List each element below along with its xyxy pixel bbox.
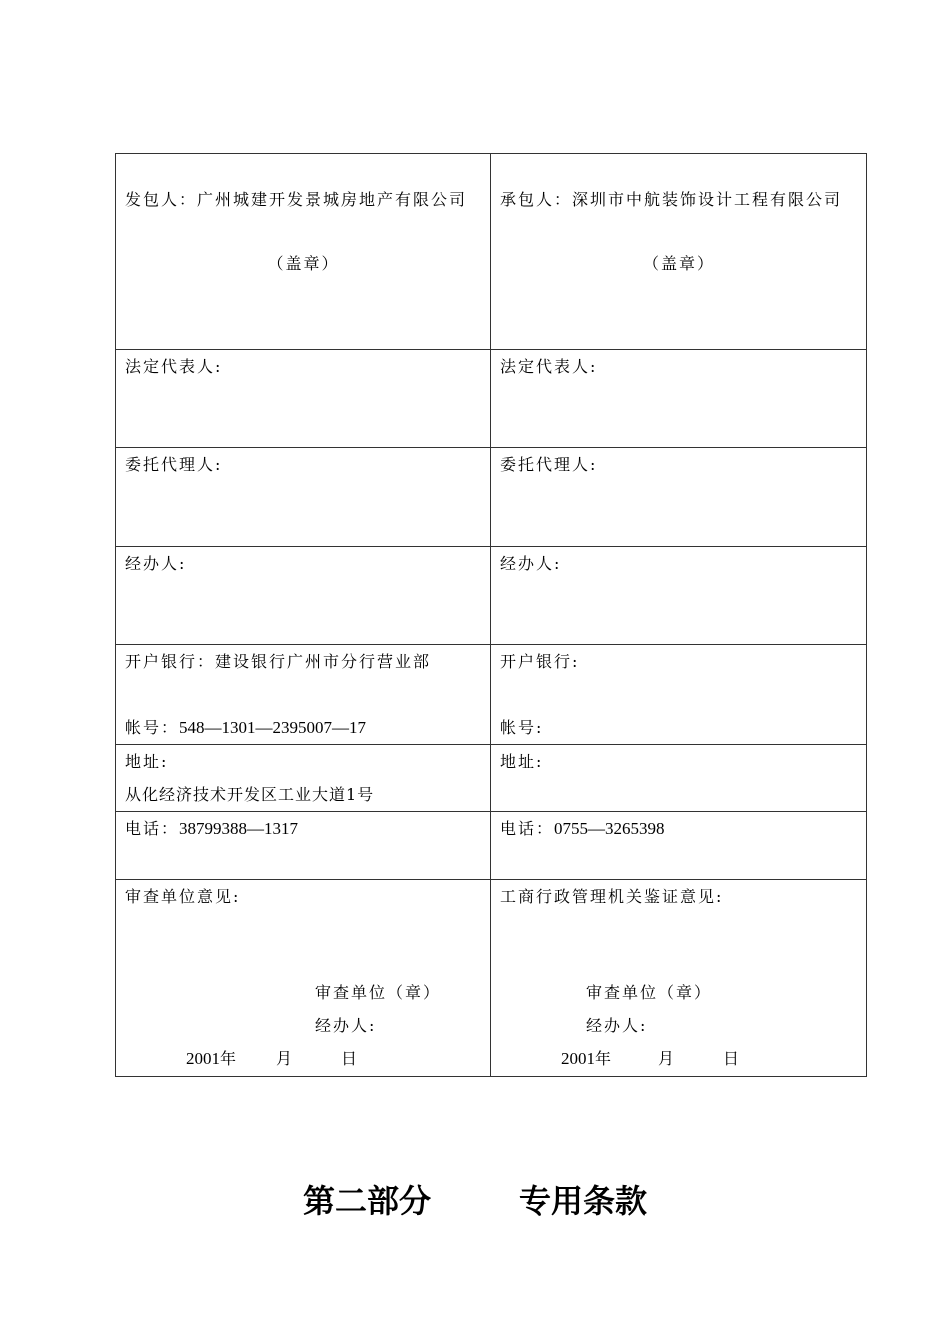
contractor-legal-rep: 法定代表人: (491, 350, 867, 448)
employer-phone: 38799388—1317 (179, 819, 299, 838)
address-row (116, 745, 867, 812)
contractor-year: 2001 (561, 1049, 595, 1068)
employer-review-label: 审查单位意见: (125, 887, 241, 906)
contractor-address-cell (491, 745, 867, 812)
contractor-review-date (561, 1042, 741, 1075)
contractor-month-unit: 月 (658, 1049, 677, 1068)
section-title (0, 1176, 950, 1222)
employer-phone-cell (116, 812, 491, 880)
employer-address-cell (116, 745, 491, 812)
section-title-part: 第二部分 (302, 1182, 431, 1220)
employer-bank-cell (116, 645, 491, 745)
employer-review-seal: 审查单位（章） (315, 983, 442, 1002)
employer-agent: 委托代理人: (116, 448, 491, 547)
contractor-review-label: 工商行政管理机关鉴证意见: (500, 887, 724, 906)
contractor-seal: （盖章） (642, 254, 715, 273)
review-row (116, 880, 867, 1077)
bank-row (116, 645, 867, 745)
employer-party: 发包人：广州城建开发景城房地产有限公司 (125, 190, 468, 209)
contractor-account-label: 帐号: (500, 718, 544, 737)
contractor-address-label: 地址: (500, 752, 544, 771)
employer-account-no: 548—1301—2395007—17 (179, 718, 367, 737)
contractor-handler: 经办人: (491, 547, 867, 645)
employer-bank-label: 开户银行： (125, 652, 216, 671)
employer-address-label: 地址: (125, 752, 169, 771)
employer-year-unit: 年 (220, 1049, 239, 1068)
party-row (116, 154, 867, 350)
handler-row (116, 547, 867, 645)
employer-party-cell (116, 154, 491, 350)
employer-month-unit: 月 (276, 1049, 295, 1068)
employer-account-label: 帐号： (125, 718, 180, 737)
employer-phone-label: 电话： (125, 819, 180, 838)
contractor-review-seal: 审查单位（章） (586, 983, 713, 1002)
contractor-phone: 0755—3265398 (554, 819, 665, 838)
contractor-day-unit: 日 (723, 1049, 742, 1068)
agent-row (116, 448, 867, 547)
employer-handler: 经办人: (116, 547, 491, 645)
employer-legal-rep: 法定代表人: (116, 350, 491, 448)
employer-bank-name: 建设银行广州市分行营业部 (215, 652, 432, 671)
contractor-year-unit: 年 (595, 1049, 614, 1068)
employer-address: 从化经济技术开发区工业大道1号 (125, 785, 375, 804)
employer-bank (125, 645, 482, 678)
employer-seal: （盖章） (267, 254, 340, 273)
contractor-bank-cell (491, 645, 867, 745)
employer-review-cell (116, 880, 491, 1077)
employer-review-date (186, 1042, 359, 1075)
contractor-party-cell (491, 154, 867, 350)
employer-day-unit: 日 (341, 1049, 360, 1068)
phone-row (116, 812, 867, 880)
contractor-review-cell (491, 880, 867, 1077)
contractor-party: 承包人：深圳市中航装饰设计工程有限公司 (500, 190, 843, 209)
employer-review-handler: 经办人: (315, 1016, 377, 1035)
section-title-name: 专用条款 (519, 1182, 648, 1220)
legal-rep-row (116, 350, 867, 448)
contractor-phone-cell (491, 812, 867, 880)
employer-year: 2001 (186, 1049, 220, 1068)
employer-account (125, 678, 482, 744)
contractor-agent: 委托代理人: (491, 448, 867, 547)
signature-table (115, 153, 867, 1077)
contractor-phone-label: 电话： (500, 819, 555, 838)
contractor-review-handler: 经办人: (586, 1016, 648, 1035)
contractor-bank-label: 开户银行: (500, 652, 580, 671)
